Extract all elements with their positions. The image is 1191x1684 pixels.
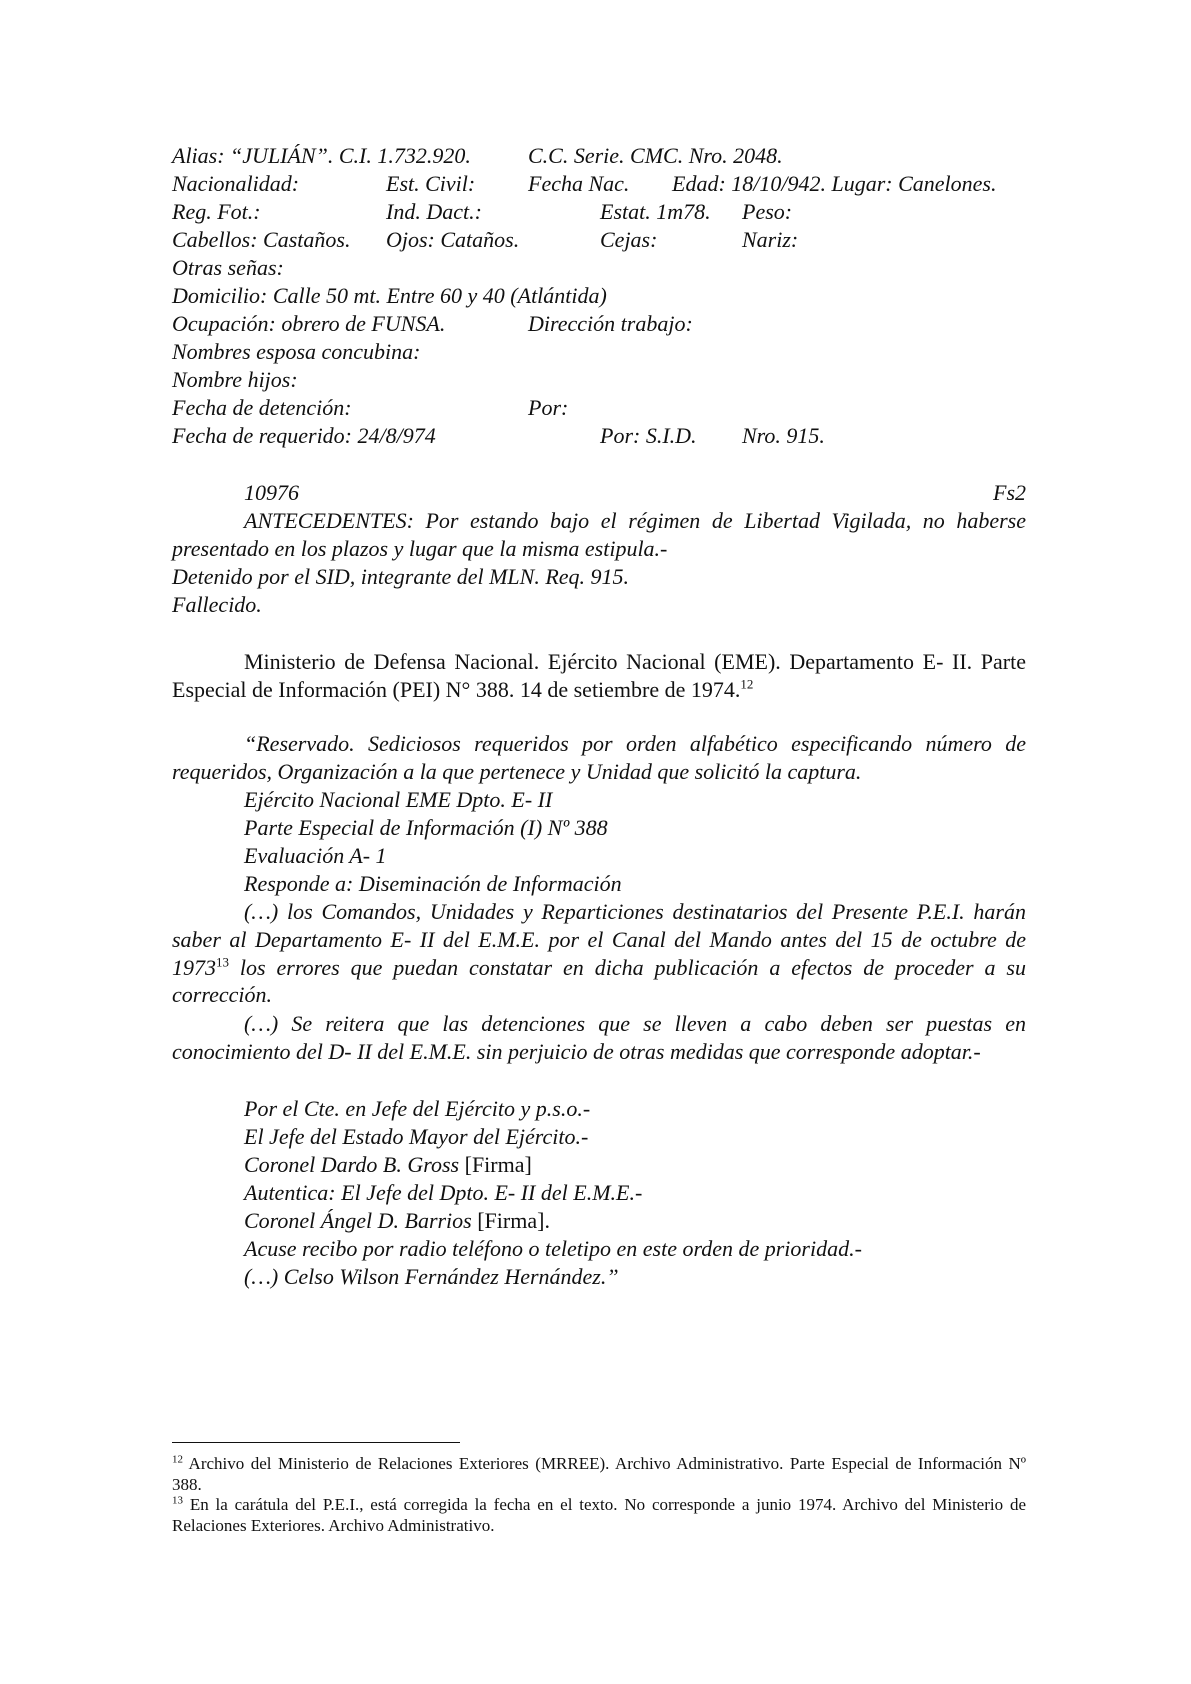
nariz-field: Nariz: xyxy=(742,227,799,252)
quote-signoff-autentica: Autentica: El Jefe del Dpto. E- II del E.M.E.- xyxy=(244,1180,643,1205)
hijos-field: Nombre hijos: xyxy=(172,367,298,392)
footnote-13 xyxy=(172,1495,1026,1536)
quote-line-responde: Responde a: Diseminación de Información xyxy=(244,871,622,896)
detencion-por-field: Por: xyxy=(528,395,569,420)
quote-signoff-cte: Por el Cte. en Jefe del Ejército y p.s.o.- xyxy=(244,1096,591,1121)
antecedentes-fallecido: Fallecido. xyxy=(172,592,262,617)
otras-senas-field: Otras señas: xyxy=(172,255,284,280)
quote-paragraph-detenciones xyxy=(172,1010,1026,1066)
fecha-nac-field: Fecha Nac. xyxy=(528,171,630,196)
footnote-separator xyxy=(172,1442,460,1443)
record-row-otras xyxy=(172,254,284,282)
record-row-hijos xyxy=(172,366,298,394)
antecedentes-detenido: Detenido por el SID, integrante del MLN. Req. 915. xyxy=(172,564,630,589)
footnote-13-text: En la carátula del P.E.I., está corregida la fecha en el texto. No corresponde a junio 1974. Archivo del Ministerio de Relaciones Exteriores. Archivo Administrativo. xyxy=(172,1495,1026,1535)
alias-field: Alias: “JULIÁN”. C.I. 1.732.920. xyxy=(172,143,471,168)
quote-signoff-jefe: El Jefe del Estado Mayor del Ejército.- xyxy=(244,1124,589,1149)
ind-dact-field: Ind. Dact.: xyxy=(386,199,482,224)
quote-paragraph-comandos xyxy=(172,898,1026,1009)
quote-p1-text-a: (…) los Comandos, Unidades y Reparticiones destinatarios del Presente P.E.I. harán saber al Departamento E- II del E.M.E. por el Canal del Mando antes del 15 de octubre de 1973 xyxy=(172,899,1026,980)
fecha-requerido-field: Fecha de requerido: 24/8/974 xyxy=(172,423,436,448)
quote-signoff-gross xyxy=(244,1151,532,1179)
edad-field: Edad: 18/10/942. Lugar: Canelones. xyxy=(672,171,997,196)
quote-signoff-barrios xyxy=(244,1207,550,1235)
est-civil-field: Est. Civil: xyxy=(386,171,476,196)
quote-line-evaluacion: Evaluación A- 1 xyxy=(244,843,387,868)
peso-field: Peso: xyxy=(742,199,793,224)
file-number: 10976 xyxy=(244,480,299,505)
footnote-ref-13: 13 xyxy=(216,954,229,970)
signatory-gross: Coronel Dardo B. Gross xyxy=(244,1152,460,1177)
antecedentes-text: ANTECEDENTES: Por estando bajo el régimen de Libertad Vigilada, no haberse presentado en los plazos y lugar que la misma estipula.- xyxy=(172,508,1026,561)
ministry-text: Ministerio de Defensa Nacional. Ejército Nacional (EME). Departamento E- II. Parte Especial de Información (PEI) N° 388. 14 de setiembre de 1974. xyxy=(172,649,1026,702)
quote-p1-text-b: los errores que puedan constatar en dicha publicación a efectos de proceder a su corrección. xyxy=(172,954,1026,1008)
footnote-12 xyxy=(172,1454,1026,1495)
record-row-esposa xyxy=(172,338,421,366)
footnote-12-number: 12 xyxy=(172,1453,183,1466)
quote-line-ejercito: Ejército Nacional EME Dpto. E- II xyxy=(244,787,553,812)
ocupacion-field: Ocupación: obrero de FUNSA. xyxy=(172,311,446,336)
esposa-field: Nombres esposa concubina: xyxy=(172,339,421,364)
nacionalidad-field: Nacionalidad: xyxy=(172,171,300,196)
antecedentes-paragraph xyxy=(172,507,1026,563)
cejas-field: Cejas: xyxy=(600,227,658,252)
signatory-barrios: Coronel Ángel D. Barrios xyxy=(244,1208,472,1233)
ministry-paragraph xyxy=(172,648,1026,704)
folio-number: Fs2 xyxy=(993,480,1026,505)
firma-gross: [Firma] xyxy=(459,1152,532,1177)
footnote-ref-12: 12 xyxy=(740,676,754,692)
record-row-domicilio xyxy=(172,282,607,310)
footnote-13-number: 13 xyxy=(172,1494,183,1507)
quote-p2-text: (…) Se reitera que las detenciones que se lleven a cabo deben ser puestas en conocimiento del D- II del E.M.E. sin perjuicio de otras medidas que corresponde adoptar.- xyxy=(172,1011,1026,1064)
reg-fot-field: Reg. Fot.: xyxy=(172,199,261,224)
firma-barrios: [Firma]. xyxy=(471,1208,550,1233)
quote-line-parte-especial: Parte Especial de Información (I) Nº 388 xyxy=(244,815,608,840)
direccion-trabajo-field: Dirección trabajo: xyxy=(528,311,693,336)
quote-intro-text: “Reservado. Sediciosos requeridos por orden alfabético especificando número de requeridos, Organización a la que pertenece y Unidad que solicitó la captura. xyxy=(172,731,1026,784)
requerido-nro-field: Nro. 915. xyxy=(742,423,825,448)
ojos-field: Ojos: Cataños. xyxy=(386,227,520,252)
quote-signoff-acuse: Acuse recibo por radio teléfono o teletipo en este orden de prioridad.- xyxy=(244,1236,862,1261)
cc-field: C.C. Serie. CMC. Nro. 2048. xyxy=(528,143,783,168)
estatura-field: Estat. 1m78. xyxy=(600,199,711,224)
cabellos-field: Cabellos: Castaños. xyxy=(172,227,351,252)
quote-signoff-celso: (…) Celso Wilson Fernández Hernández.” xyxy=(244,1264,619,1289)
quote-intro xyxy=(172,730,1026,786)
domicilio-field: Domicilio: Calle 50 mt. Entre 60 y 40 (Atlántida) xyxy=(172,283,607,308)
requerido-por-field: Por: S.I.D. xyxy=(600,423,697,448)
footnote-12-text: Archivo del Ministerio de Relaciones Exteriores (MRREE). Archivo Administrativo. Parte Especial de Información Nº 388. xyxy=(172,1454,1026,1494)
fecha-detencion-field: Fecha de detención: xyxy=(172,395,352,420)
